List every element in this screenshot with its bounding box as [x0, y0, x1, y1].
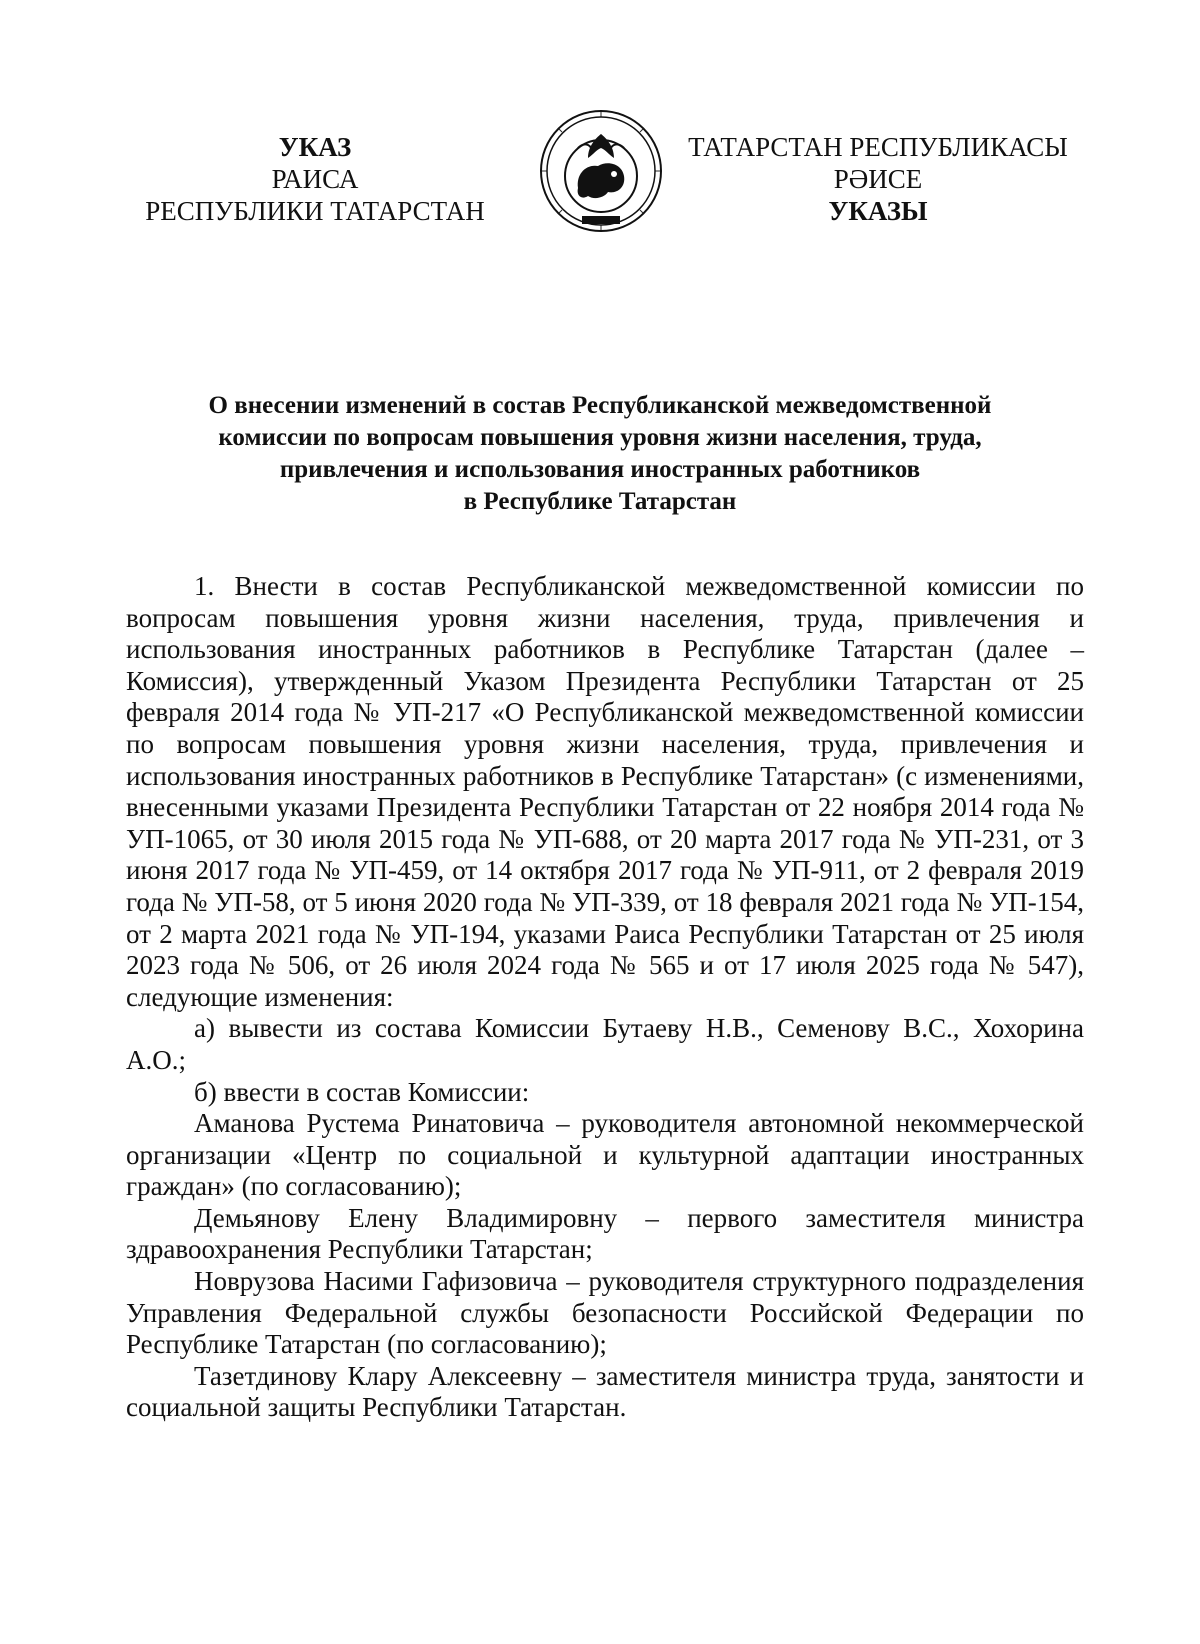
document-title — [120, 390, 1080, 518]
title-line-3: привлечения и использования иностранных работников — [279, 456, 921, 483]
paragraph-1: 1. Внести в состав Республиканской межведомственной комиссии по вопросам повышения уровня жизни населения, труда, привлечения и использования иностранных работников в Республике Татарстан (далее – Комиссия), утвержденный Указом Президента Республики Татарстан от 25 февраля 2014 года № УП-217 «О Республиканской межведомственной комиссии по вопросам повышения уровня жизни населения, труда, привлечения и использования иностранных работников в Республике Татарстан» (с изменениями, внесенными указами Президента Республики Татарстан от 22 ноября 2014 года № УП-1065, от 30 июля 2015 года № УП-688, от 20 марта 2017 года № УП-231, от 3 июня 2017 года № УП-459, от 14 октября 2017 года № УП-911, от 2 февраля 2019 года № УП-58, от 5 июня 2020 года № УП-339, от 18 февраля 2021 года № УП-154, от 2 марта 2021 года № УП-194, указами Раиса Республики Татарстан от 25 июля 2023 года № 506, от 26 июля 2024 года № 565 и от 17 июля 2025 года № 547), следующие изменения: — [126, 571, 1084, 1012]
header-right-line-2: РӘИСЕ — [833, 164, 923, 194]
member-novruzov: Новрузова Насими Гафизовича – руководителя структурного подразделения Управления Федеральной службы безопасности Российской Федерации по Республике Татарстан (по согласованию); — [126, 1266, 1084, 1360]
header-left — [135, 131, 495, 227]
member-tazetdinova: Тазетдинову Клару Алексеевну – заместителя министра труда, занятости и социальной защиты Республики Татарстан. — [126, 1360, 1084, 1423]
member-demyanova: Демьянову Елену Владимировну – первого заместителя министра здравоохранения Республики Татарстан; — [126, 1202, 1084, 1265]
header-right — [668, 131, 1088, 227]
paragraph-remove-members: а) вывести из состава Комиссии Бутаеву Н.В., Семенову В.С., Хохорина А.О.; — [126, 1013, 1084, 1075]
header-right-line-3: УКАЗЫ — [828, 196, 928, 226]
coat-of-arms-icon — [538, 108, 664, 234]
member-amanov: Аманова Рустема Ринатовича – руководителя автономной некоммерческой организации «Центр по социальной и культурной адаптации иностранных граждан» (по согласованию); — [126, 1108, 1084, 1202]
header-left-line-2: РАИСА — [271, 164, 359, 194]
title-line-4: в Республике Татарстан — [463, 488, 737, 515]
header-left-line-1: УКАЗ — [278, 132, 352, 162]
title-line-2: комиссии по вопросам повышения уровня жизни населения, труда, — [218, 424, 982, 451]
paragraph-add-members: б) ввести в состав Комиссии: — [194, 1076, 530, 1107]
document-body — [126, 571, 1084, 1424]
title-line-1: О внесении изменений в состав Республиканской межведомственной — [208, 392, 992, 419]
header-right-line-1: ТАТАРСТАН РЕСПУБЛИКАСЫ — [688, 132, 1068, 162]
header-left-line-3: РЕСПУБЛИКИ ТАТАРСТАН — [145, 196, 485, 226]
